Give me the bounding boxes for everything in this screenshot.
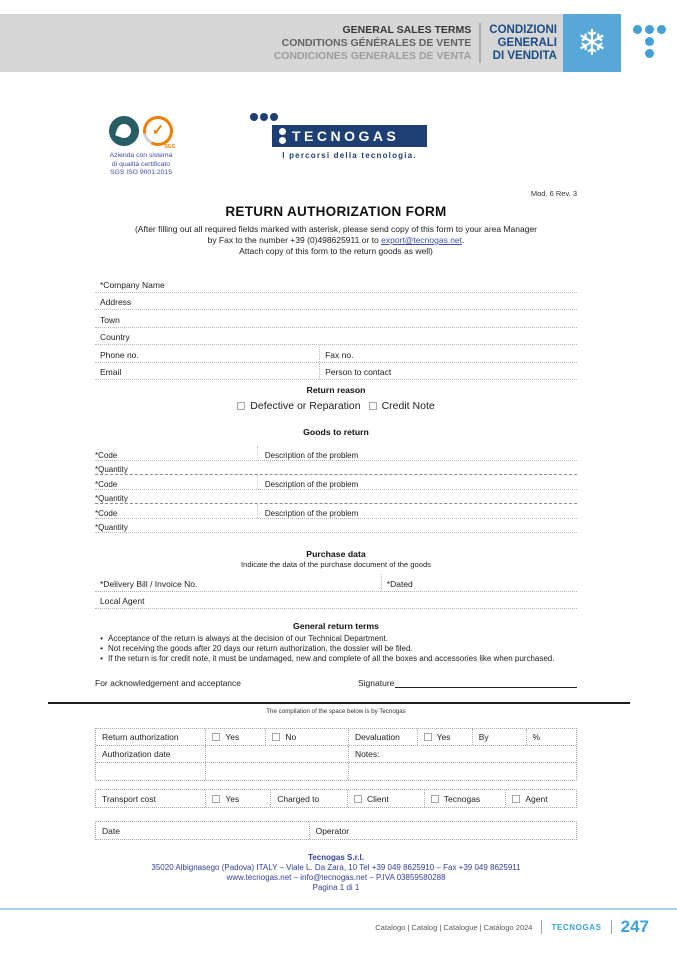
- snowflake-icon: ❄: [563, 14, 621, 72]
- tecnogas-t-icon: [621, 14, 677, 72]
- return-authorization-row: Return authorization Yes No Devaluation Yes By %: [96, 729, 576, 746]
- credit-note-checkbox[interactable]: [369, 402, 377, 410]
- defective-checkbox[interactable]: [237, 402, 245, 410]
- fax-field: Fax no.: [325, 349, 354, 360]
- certification-text: Azienda con sistema di qualità certificato SGS ISO 9001:2015: [109, 152, 173, 176]
- authorization-date-row: Authorization date Notes:: [96, 746, 576, 763]
- transport-table: [95, 789, 577, 808]
- phone-fax-row: [95, 345, 577, 363]
- address-row: Address: [95, 293, 577, 311]
- local-agent-row: Local Agent: [95, 592, 577, 610]
- catalog-label: Catalogo | Catalog | Catalogue | Catálogo 2024: [375, 922, 533, 932]
- title-it-line1: CONDIZIONI: [489, 23, 557, 36]
- return-no-option: No: [266, 729, 349, 745]
- signature-label: Signature: [358, 678, 395, 688]
- purchase-table: [95, 574, 577, 609]
- certification-block: [95, 113, 187, 181]
- goods-table: [95, 446, 577, 533]
- notes-field: [349, 763, 576, 780]
- title-it-line3: DI VENDITA: [492, 49, 557, 62]
- purchase-subtitle: Indicate the data of the purchase document of the goods: [241, 560, 431, 569]
- delivery-dated-row: [95, 574, 577, 592]
- office-use-note: The compilation of the space below is by Tecnogas: [266, 708, 406, 715]
- sgs-logo-icon: ✓ SGS: [143, 116, 173, 146]
- return-reason-options: [95, 399, 577, 413]
- return-yes-checkbox[interactable]: [212, 733, 220, 741]
- return-authorization-table: [95, 728, 577, 781]
- purchase-title: Purchase data: [306, 549, 366, 559]
- defective-option: Defective or Reparation: [237, 400, 360, 412]
- agent-checkbox[interactable]: [512, 795, 520, 803]
- signature-line: [395, 678, 577, 688]
- accredia-logo-icon: [109, 116, 139, 146]
- export-email-link[interactable]: export@tecnogas.net: [381, 235, 463, 245]
- date-operator-row: Date Operator: [96, 822, 576, 839]
- footer-web: www.tecnogas.net – info@tecnogas.net – P.IVA 03859580288: [226, 873, 446, 882]
- contact-fields: [95, 275, 577, 380]
- acknowledgement-label: For acknowledgement and acceptance: [95, 678, 242, 688]
- form-instructions: (After filling out all required fields marked with asterisk, please send copy of this form to your area Manager by Fax to the number +39 (0)498625911 or to export@tecnogas.net. Attach copy of this form to the return goods as well): [134, 224, 538, 256]
- terms-title: General return terms: [293, 621, 379, 631]
- credit-note-option: Credit Note: [369, 400, 435, 412]
- title-fr: CONDITIONS GÉNÉRALES DE VENTE: [281, 36, 472, 49]
- catalog-bar: [0, 918, 677, 936]
- title-en: GENERAL SALES TERMS: [342, 23, 472, 36]
- footer-company: Tecnogas S.r.l.: [308, 853, 364, 862]
- goods-code-row: *Code Description of the problem: [95, 446, 577, 461]
- page-number: 247: [620, 917, 649, 936]
- return-yes-option: Yes: [206, 729, 266, 745]
- email-field: Email: [95, 363, 320, 380]
- company-footer: [95, 853, 577, 893]
- company-name-row: *Company Name: [95, 275, 577, 293]
- footer-address: 35020 Albignasego (Padova) ITALY – Viale L. Da Zara, 10 Tel +39 049 8625910 – Fax +39 049 8625911: [151, 863, 521, 872]
- notes-empty-row: [96, 763, 576, 780]
- return-reason-title: Return reason: [306, 385, 366, 395]
- title-it: [489, 24, 557, 63]
- goods-code-row: *Code Description of the problem: [95, 475, 577, 490]
- transport-yes-option: Yes: [206, 790, 271, 807]
- logo-row: [95, 113, 577, 181]
- transport-cost-row: Transport cost Yes Charged to Client Tecnogas Agent: [96, 790, 576, 807]
- delivery-bill-field: *Delivery Bill / Invoice No.: [95, 574, 382, 591]
- charged-tecnogas-option: Tecnogas: [425, 790, 507, 807]
- terms-list: [95, 634, 577, 664]
- header-band: [0, 14, 677, 72]
- client-checkbox[interactable]: [354, 795, 362, 803]
- phone-field: Phone no.: [95, 345, 320, 362]
- town-row: Town: [95, 310, 577, 328]
- logo-dots-icon: [250, 113, 278, 121]
- footer-page: Pagina 1 di 1: [312, 883, 360, 892]
- tecnogas-logo: [250, 113, 430, 181]
- brand-label: TECNOGAS: [551, 922, 602, 932]
- date-operator-table: [95, 821, 577, 840]
- email-contact-row: [95, 363, 577, 381]
- goods-qty-row: *Quantity: [95, 519, 577, 534]
- acknowledgement-row: [95, 675, 577, 688]
- authorization-date-field: [206, 746, 349, 762]
- devaluation-yes-checkbox[interactable]: [424, 733, 432, 741]
- charged-client-option: Client: [348, 790, 425, 807]
- transport-yes-checkbox[interactable]: [212, 795, 220, 803]
- terms-bullet: • Not receiving the goods after 20 days our return authorization, the dossier will be filed.: [100, 644, 413, 653]
- logo-stem-dots-icon: [279, 128, 286, 144]
- return-no-checkbox[interactable]: [272, 733, 280, 741]
- goods-qty-row: *Quantity: [95, 490, 577, 505]
- dated-field: *Dated: [386, 578, 413, 589]
- person-to-contact-field: Person to contact: [325, 367, 392, 377]
- tecnogas-checkbox[interactable]: [431, 795, 439, 803]
- section-separator: [48, 702, 630, 704]
- document-body: [95, 113, 577, 893]
- header-divider: [479, 23, 481, 63]
- mod-rev-label: Mod. 6 Rev. 3: [530, 189, 577, 198]
- title-es: CONDICIONES GENERALES DE VENTA: [273, 49, 472, 62]
- title-it-line2: GENERALI: [497, 36, 557, 49]
- signature-block: [358, 678, 577, 688]
- charged-agent-option: Agent: [506, 790, 576, 807]
- bottom-rule: [0, 908, 677, 910]
- header-gray-band: [0, 14, 563, 72]
- devaluation-yes-option: Yes: [418, 729, 473, 745]
- goods-code-row: *Code Description of the problem: [95, 504, 577, 519]
- terms-bullet: • If the return is for credit note, it must be undamaged, new and complete of all the boxes and accessories like when purchased.: [100, 654, 555, 663]
- goods-qty-row: *Quantity: [95, 461, 577, 476]
- logo-wordmark: TECNOGAS: [292, 128, 400, 144]
- terms-bullet: • Acceptance of the return is always at the decision of our Technical Department.: [100, 634, 389, 643]
- form-title: RETURN AUTHORIZATION FORM: [225, 204, 447, 219]
- sales-terms-titles: [274, 24, 472, 63]
- logo-tagline: I percorsi della tecnologia.: [282, 151, 417, 160]
- country-row: Country: [95, 328, 577, 346]
- goods-title: Goods to return: [303, 427, 369, 437]
